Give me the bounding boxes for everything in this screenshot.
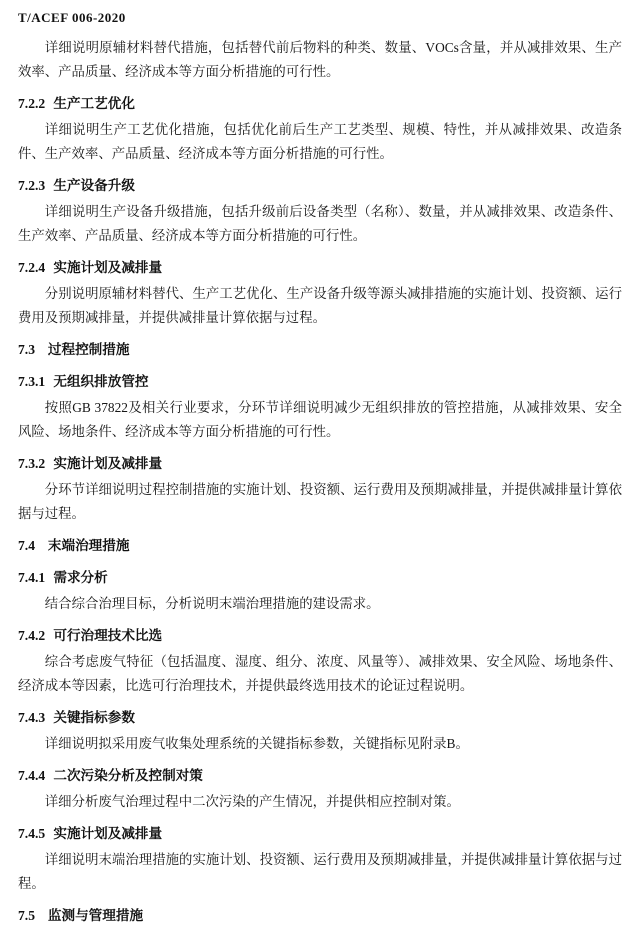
- heading-title: 实施计划及减排量: [53, 260, 163, 275]
- heading-title: 关键指标参数: [53, 710, 135, 725]
- paragraph: 分别说明原辅材料替代、生产工艺优化、生产设备升级等源头减排措施的实施计划、投资额、运行费用及预期减排量，并提供减排量计算依据与过程。: [18, 286, 622, 325]
- heading-number: 7.3.2: [18, 456, 46, 471]
- heading-title: 生产设备升级: [53, 178, 135, 193]
- heading-title: 实施计划及减排量: [53, 456, 163, 471]
- heading-number: 7.4.1: [18, 570, 46, 585]
- heading-number: 7.3.1: [18, 374, 46, 389]
- section-heading-7-2-2: [18, 92, 622, 116]
- heading-number: 7.4.2: [18, 628, 46, 643]
- section-heading-7-4-4: [18, 764, 622, 788]
- paragraph: 详细说明生产设备升级措施，包括升级前后设备类型（名称）、数量，并从减排效果、改造条件、生产效率、产品质量、经济成本等方面分析措施的可行性。: [18, 204, 622, 243]
- paragraph: 详细说明末端治理措施的实施计划、投资额、运行费用及预期减排量，并提供减排量计算依据与过程。: [18, 852, 622, 891]
- heading-number: 7.2.4: [18, 260, 46, 275]
- paragraph: 详细说明生产工艺优化措施，包括优化前后生产工艺类型、规模、特性，并从减排效果、改造条件、生产效率、产品质量、经济成本等方面分析措施的可行性。: [18, 122, 622, 161]
- heading-title: 生产工艺优化: [53, 96, 135, 111]
- paragraph: 分环节详细说明过程控制措施的实施计划、投资额、运行费用及预期减排量，并提供减排量计算依据与过程。: [18, 482, 622, 521]
- section-heading-7-2-4: [18, 256, 622, 280]
- heading-number: 7.5: [18, 908, 35, 923]
- section-heading-7-4-5: [18, 822, 622, 846]
- heading-number: 7.4.3: [18, 710, 46, 725]
- heading-title: 过程控制措施: [47, 342, 130, 357]
- section-heading-7-4-3: [18, 706, 622, 730]
- heading-title: 监测与管理措施: [47, 908, 144, 923]
- heading-title: 可行治理技术比选: [53, 628, 163, 643]
- heading-title: 无组织排放管控: [53, 374, 149, 389]
- heading-title: 需求分析: [53, 570, 108, 585]
- heading-number: 7.4: [18, 538, 35, 553]
- paragraph: 详细说明拟采用废气收集处理系统的关键指标参数，关键指标见附录B。: [44, 736, 469, 751]
- paragraph: 按照GB 37822及相关行业要求，分环节详细说明减少无组织排放的管控措施，从减排效果、安全风险、场地条件、经济成本等方面分析措施的可行性。: [18, 400, 622, 439]
- paragraph: 详细说明原辅材料替代措施，包括替代前后物料的种类、数量、VOCs含量，并从减排效果、生产效率、产品质量、经济成本等方面分析措施的可行性。: [18, 40, 622, 79]
- paragraph: 结合综合治理目标，分析说明末端治理措施的建设需求。: [44, 596, 380, 611]
- paragraph: 详细分析废气治理过程中二次污染的产生情况，并提供相应控制对策。: [44, 794, 460, 809]
- paragraph: 综合考虑废气特征（包括温度、湿度、组分、浓度、风量等）、减排效果、安全风险、场地条件、经济成本等因素，比选可行治理技术，并提供最终选用技术的论证过程说明。: [18, 654, 622, 693]
- section-heading-7-3: [18, 338, 622, 362]
- heading-number: 7.3: [18, 342, 35, 357]
- section-heading-7-2-3: [18, 174, 622, 198]
- heading-title: 末端治理措施: [47, 538, 130, 553]
- heading-number: 7.2.3: [18, 178, 46, 193]
- heading-number: 7.4.4: [18, 768, 46, 783]
- section-heading-7-3-1: [18, 370, 622, 394]
- section-heading-7-4-2: [18, 624, 622, 648]
- heading-title: 二次污染分析及控制对策: [53, 768, 203, 783]
- heading-number: 7.2.2: [18, 96, 46, 111]
- heading-number: 7.4.5: [18, 826, 46, 841]
- section-heading-7-4-1: [18, 566, 622, 590]
- heading-title: 实施计划及减排量: [53, 826, 163, 841]
- section-heading-7-5: [18, 904, 622, 928]
- section-heading-7-3-2: [18, 452, 622, 476]
- document-code-header: T/ACEF 006-2020: [18, 10, 126, 25]
- section-heading-7-4: [18, 534, 622, 558]
